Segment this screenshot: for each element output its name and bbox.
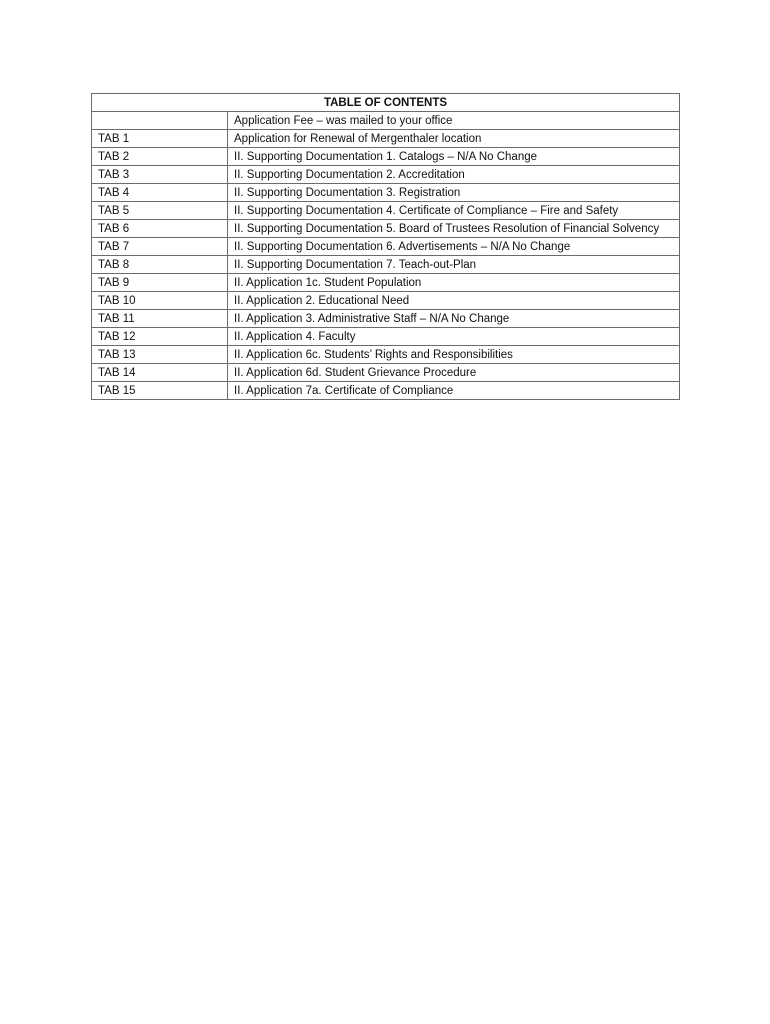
section-description: II. Application 6c. Students’ Rights and Responsibilities xyxy=(228,346,680,364)
tab-label: TAB 4 xyxy=(92,184,228,202)
tab-label: TAB 12 xyxy=(92,328,228,346)
section-description: II. Application 3. Administrative Staff – N/A No Change xyxy=(228,310,680,328)
toc-title: TABLE OF CONTENTS xyxy=(92,94,680,112)
section-description: II. Application 4. Faculty xyxy=(228,328,680,346)
toc-header-row xyxy=(92,94,680,112)
section-description: II. Application 1c. Student Population xyxy=(228,274,680,292)
tab-label: TAB 15 xyxy=(92,382,228,400)
tab-label: TAB 8 xyxy=(92,256,228,274)
tab-label: TAB 3 xyxy=(92,166,228,184)
tab-label: TAB 11 xyxy=(92,310,228,328)
section-description: II. Application 7a. Certificate of Compliance xyxy=(228,382,680,400)
tab-label: TAB 7 xyxy=(92,238,228,256)
tab-label: TAB 10 xyxy=(92,292,228,310)
tab-label: TAB 13 xyxy=(92,346,228,364)
section-description: II. Application 2. Educational Need xyxy=(228,292,680,310)
table-row xyxy=(92,310,680,328)
table-row xyxy=(92,130,680,148)
section-description: II. Application 6d. Student Grievance Procedure xyxy=(228,364,680,382)
table-of-contents xyxy=(91,93,680,400)
section-description: II. Supporting Documentation 4. Certificate of Compliance – Fire and Safety xyxy=(228,202,680,220)
table-row xyxy=(92,112,680,130)
table-row xyxy=(92,238,680,256)
section-description: Application Fee – was mailed to your office xyxy=(228,112,680,130)
tab-label xyxy=(92,112,228,130)
table-row xyxy=(92,184,680,202)
section-description: II. Supporting Documentation 6. Advertisements – N/A No Change xyxy=(228,238,680,256)
tab-label: TAB 9 xyxy=(92,274,228,292)
table-row xyxy=(92,346,680,364)
table-row xyxy=(92,148,680,166)
table-row xyxy=(92,202,680,220)
section-description: II. Supporting Documentation 5. Board of Trustees Resolution of Financial Solvency xyxy=(228,220,680,238)
tab-label: TAB 2 xyxy=(92,148,228,166)
section-description: II. Supporting Documentation 1. Catalogs – N/A No Change xyxy=(228,148,680,166)
section-description: II. Supporting Documentation 2. Accreditation xyxy=(228,166,680,184)
table-row xyxy=(92,274,680,292)
tab-label: TAB 5 xyxy=(92,202,228,220)
table-row xyxy=(92,166,680,184)
tab-label: TAB 14 xyxy=(92,364,228,382)
section-description: Application for Renewal of Mergenthaler location xyxy=(228,130,680,148)
table-row xyxy=(92,328,680,346)
table-row xyxy=(92,256,680,274)
section-description: II. Supporting Documentation 7. Teach-out-Plan xyxy=(228,256,680,274)
table-row xyxy=(92,364,680,382)
tab-label: TAB 6 xyxy=(92,220,228,238)
table-row xyxy=(92,220,680,238)
section-description: II. Supporting Documentation 3. Registration xyxy=(228,184,680,202)
table-row xyxy=(92,382,680,400)
toc-body xyxy=(92,112,680,400)
table-row xyxy=(92,292,680,310)
tab-label: TAB 1 xyxy=(92,130,228,148)
